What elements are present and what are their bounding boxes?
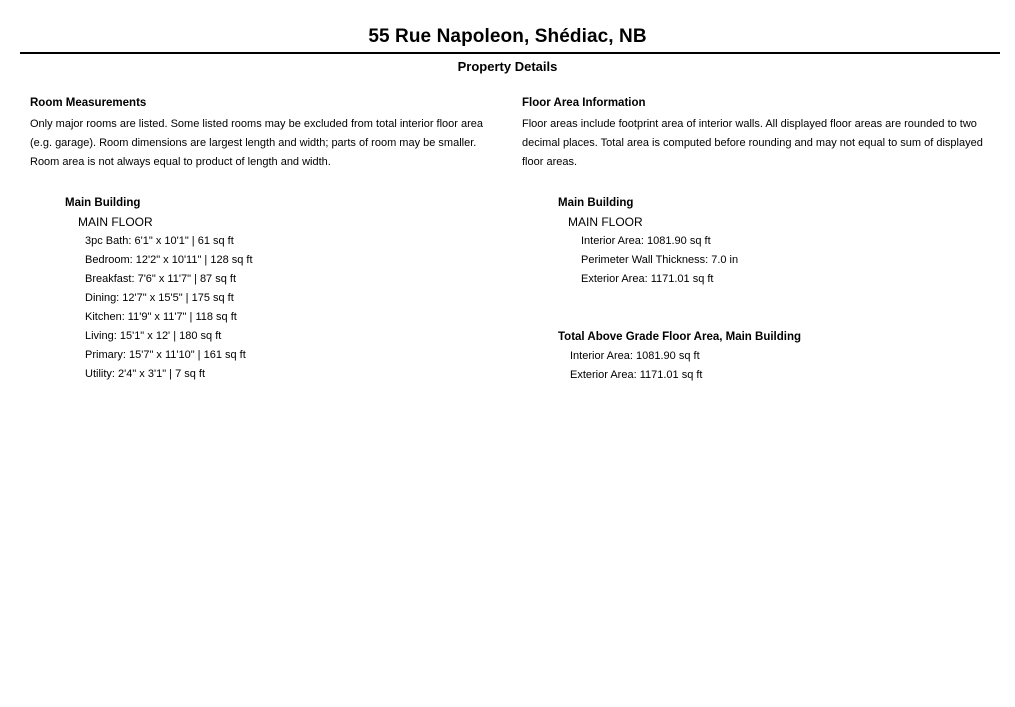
document-header <box>0 0 1015 75</box>
floor-area-item: Perimeter Wall Thickness: 7.0 in <box>581 254 739 266</box>
floor-area-column <box>496 96 1015 385</box>
room-measurements-tree <box>30 194 494 384</box>
floor-area-tree <box>522 194 1005 385</box>
building-name: Main Building <box>558 197 634 209</box>
room-measurements-column <box>0 96 496 384</box>
room-item: Dining: 12'7" x 15'5" | 175 sq ft <box>85 292 234 304</box>
room-item: Utility: 2'4" x 3'1" | 7 sq ft <box>85 368 206 380</box>
room-measurements-heading: Room Measurements <box>30 97 147 109</box>
room-item: Primary: 15'7" x 11'10" | 161 sq ft <box>85 349 246 361</box>
floor-name: MAIN FLOOR <box>78 215 153 229</box>
room-item: Bedroom: 12'2" x 10'11" | 128 sq ft <box>85 254 253 266</box>
page-title: 55 Rue Napoleon, Shédiac, NB <box>368 26 647 47</box>
room-item: Kitchen: 11'9" x 11'7" | 118 sq ft <box>85 311 237 323</box>
total-area-item: Interior Area: 1081.90 sq ft <box>570 350 700 362</box>
total-area-item: Exterior Area: 1171.01 sq ft <box>570 369 703 381</box>
room-item: Living: 15'1" x 12' | 180 sq ft <box>85 330 222 342</box>
page-subtitle: Property Details <box>457 59 558 74</box>
floor-area-note: Floor areas include footprint area of interior walls. All displayed floor areas are rounded to two decimal places. Total area is computed before rounding and may not equal to sum of displayed floor areas. <box>522 118 983 168</box>
content-columns <box>0 96 1015 385</box>
building-block <box>30 194 494 384</box>
floor-area-item: Interior Area: 1081.90 sq ft <box>581 235 711 247</box>
room-measurements-note: Only major rooms are listed. Some listed rooms may be excluded from total interior floor area (e.g. garage). Room dimensions are largest length and width; parts of room may be smaller. Room area is not always equal to product of length and width. <box>30 118 484 168</box>
total-above-grade-heading: Total Above Grade Floor Area, Main Building <box>558 331 802 343</box>
floor-area-heading: Floor Area Information <box>522 97 646 109</box>
room-item: Breakfast: 7'6" x 11'7" | 87 sq ft <box>85 273 237 285</box>
floor-name: MAIN FLOOR <box>568 215 643 229</box>
room-item: 3pc Bath: 6'1" x 10'1" | 61 sq ft <box>85 235 234 247</box>
building-name: Main Building <box>65 197 141 209</box>
building-block <box>522 194 1005 289</box>
total-above-grade-block <box>522 328 1005 385</box>
floor-area-item: Exterior Area: 1171.01 sq ft <box>581 273 714 285</box>
